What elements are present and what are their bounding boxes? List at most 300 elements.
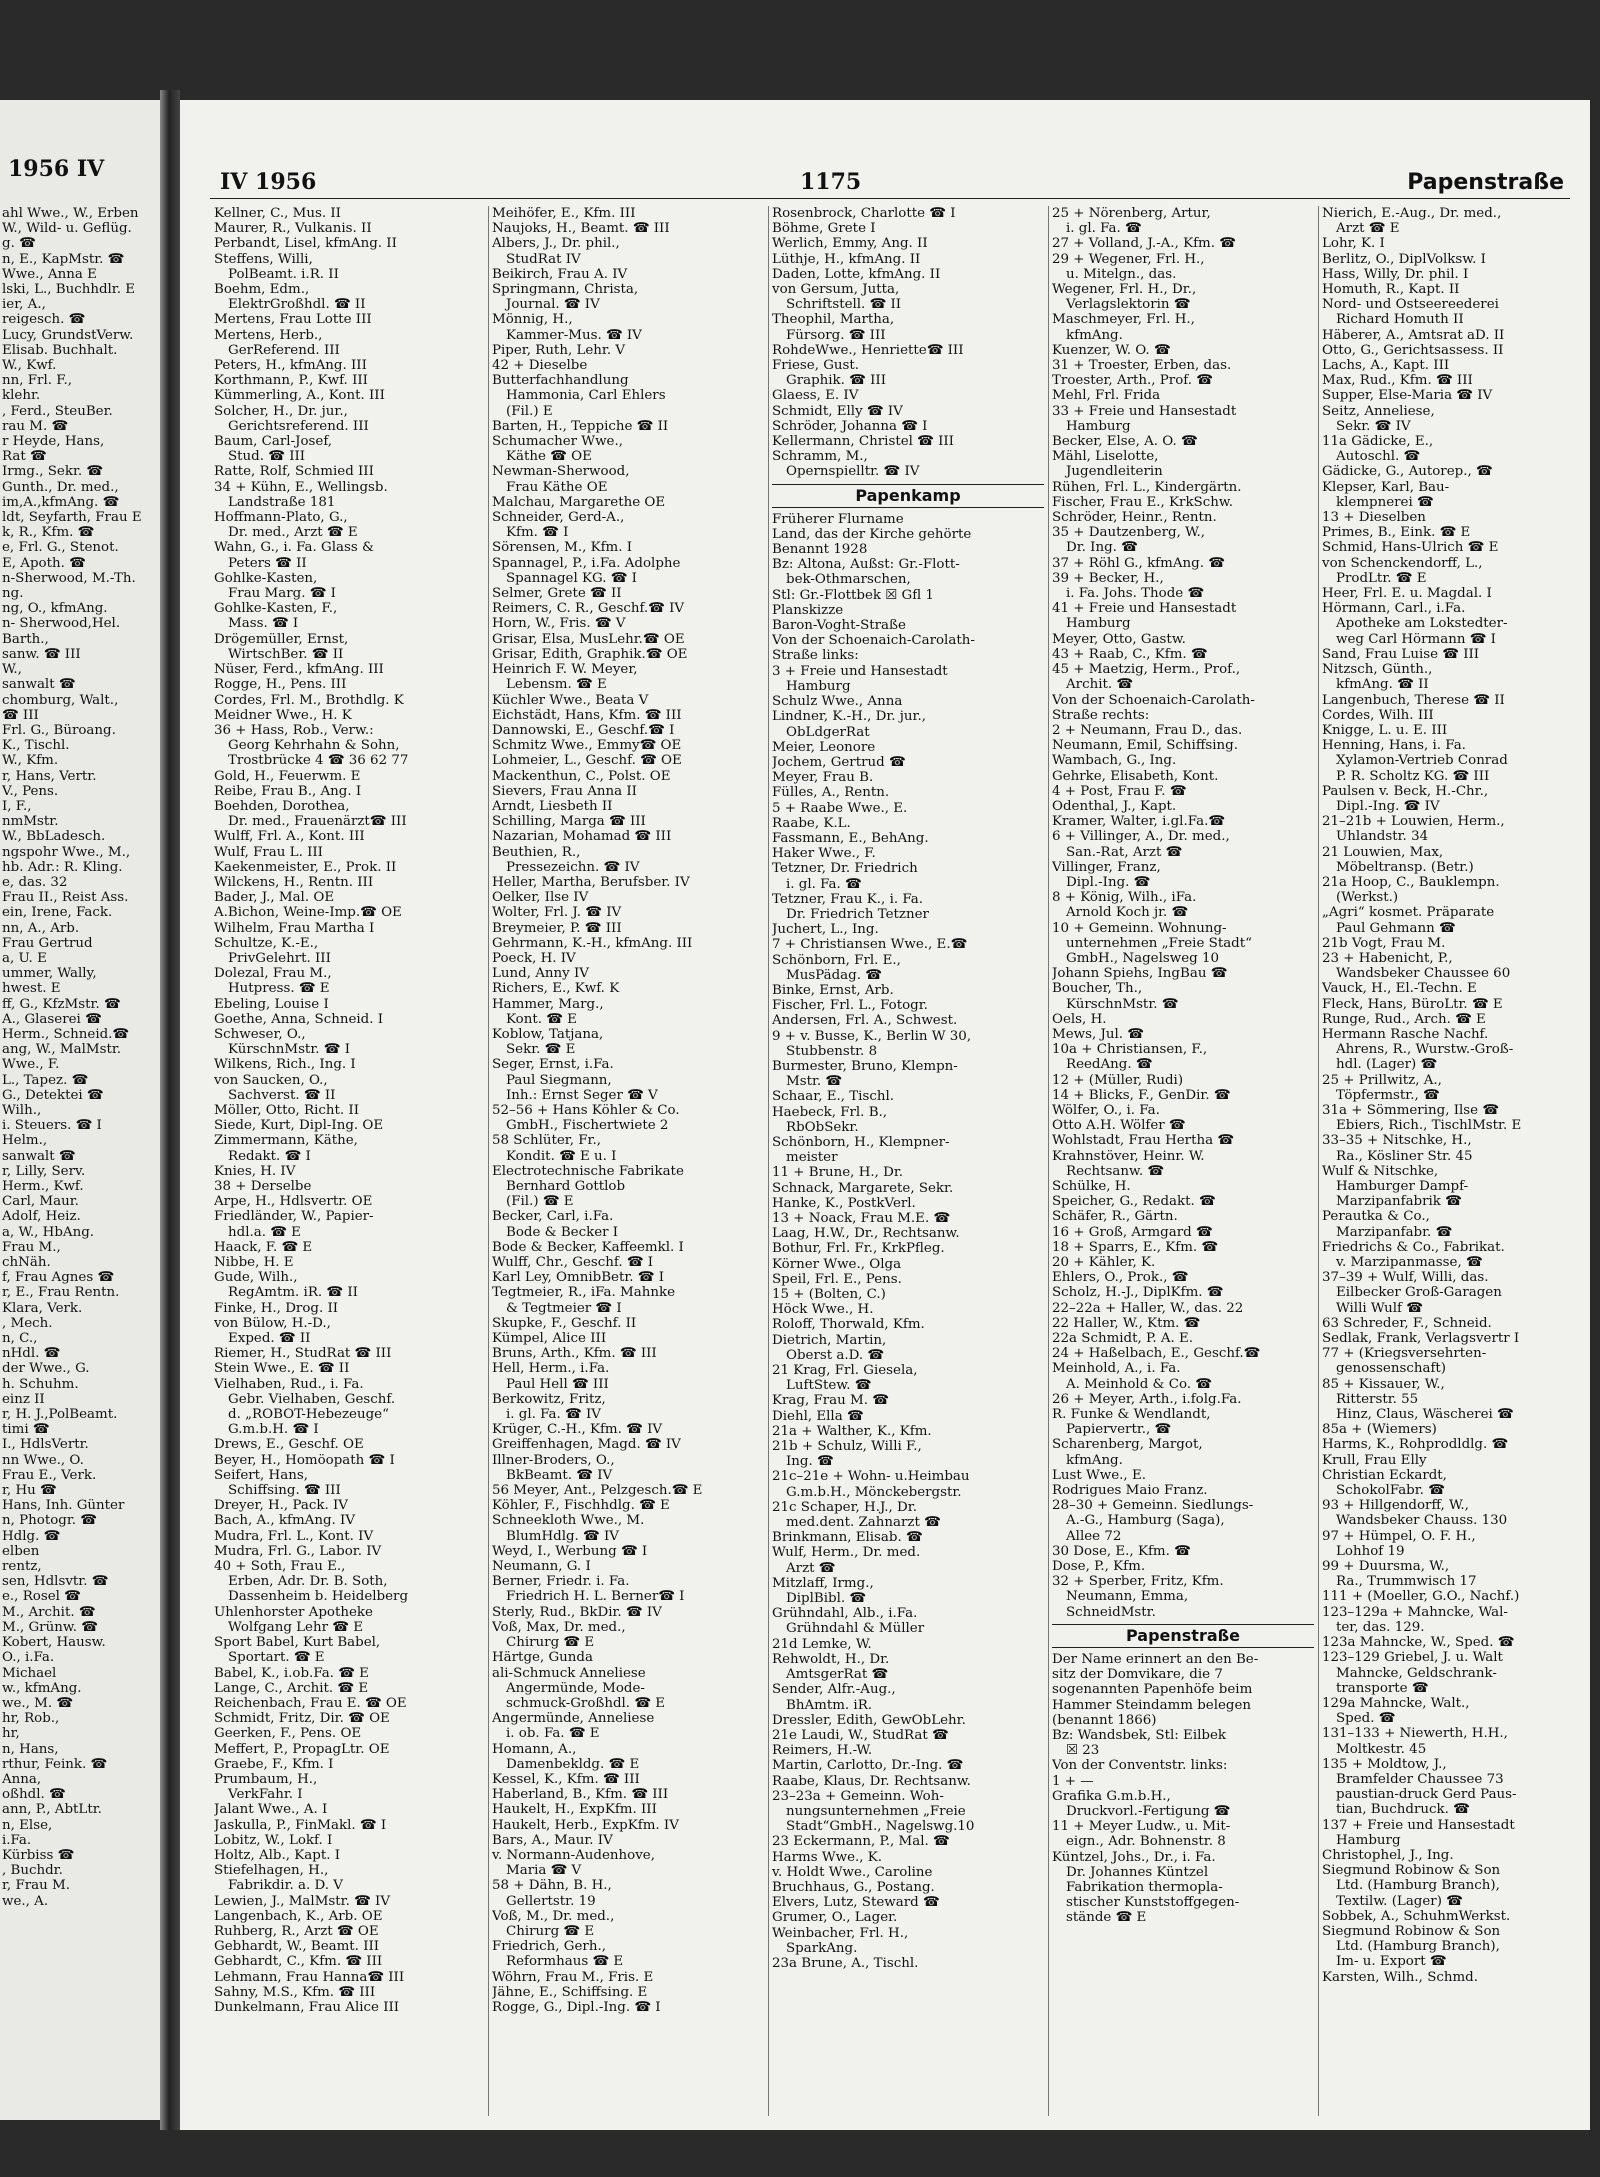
directory-entry: Autoschl. ☎ [1336,449,1421,465]
directory-entry: 45 + Maetzig, Herm., Prof., [1052,662,1241,678]
directory-entry: Rosenbrock, Charlotte ☎ I [772,206,956,221]
directory-entry: Speil, Frl. E., Pens. [772,1271,902,1287]
directory-entry: Schulz Wwe., Anna [772,694,903,710]
directory-entry: Fischer, Frau E., KrkSchw. [1052,494,1233,510]
directory-entry: ummer, Wally, [2,966,97,982]
directory-entry: Lachs, A., Kapt. III [1322,358,1450,374]
directory-entry: Körner Wwe., Olga [772,1256,902,1272]
directory-entry: Nierich, E.-Aug., Dr. med., [1322,206,1502,221]
directory-entry: Frau Käthe OE [506,479,608,495]
directory-entry: Planskizze [772,602,844,618]
directory-entry: Arzt ☎ [786,1560,836,1576]
directory-entry: Steffens, Willi, [214,251,313,267]
directory-entry: Schmid, Hans-Ulrich ☎ E [1322,540,1499,556]
directory-entry: Wolter, Frl. J. ☎ IV [492,905,622,921]
directory-entry: Möbeltransp. (Betr.) [1336,859,1474,875]
directory-entry: Bernhard Gottlob [506,1179,626,1194]
directory-entry: Häberer, A., Amtsrat aD. II [1322,327,1505,343]
directory-entry: 37 + Röhl G., kfmAng. ☎ [1052,555,1225,571]
directory-entry: Bruchhaus, G., Postang. [772,1879,935,1895]
directory-entry: Heinrich F. W. Meyer, [492,662,638,678]
directory-entry: Oelker, Ilse IV [492,890,589,906]
directory-entry: ProdLtr. ☎ E [1336,570,1427,586]
directory-entry: 21b + Schulz, Willi F., [772,1439,922,1455]
directory-entry: Friedländer, W., Papier- [214,1209,374,1225]
directory-entry: Albers, J., Dr. phil., [492,236,620,252]
directory-entry: Herm., Kwf. [2,1179,84,1194]
directory-entry: Beikirch, Frau A. IV [492,266,628,282]
directory-entry: Erben, Adr. Dr. B. Soth, [228,1574,388,1590]
directory-entry: Theophil, Martha, [772,312,895,328]
directory-entry: 21e Laudi, W., StudRat ☎ [772,1727,949,1743]
directory-entry: f, Frau Agnes ☎ [2,1270,115,1286]
directory-entry: w., kfmAng. [2,1680,82,1696]
directory-entry: einz II [2,1391,45,1407]
directory-entry: von Bülow, H.-D., [214,1315,331,1331]
directory-entry: sogenannten Papenhöfe beim [1052,1682,1253,1698]
column-3 [772,206,1044,2126]
directory-entry: i. gl. Fa. ☎ [1066,221,1142,237]
directory-entry: R. Funke & Wendlandt, [1052,1407,1211,1423]
directory-entry: Sender, Alfr.-Aug., [772,1682,896,1698]
directory-entry: 137 + Freie und Hansestadt [1322,1817,1515,1833]
directory-entry: 37–39 + Wulf, Willi, das. [1322,1270,1489,1286]
directory-entry: sitz der Domvikare, die 7 [1052,1667,1223,1683]
directory-entry: Kobert, Hausw. [2,1635,106,1651]
directory-entry: Bruns, Arth., Kfm. ☎ III [492,1346,657,1362]
directory-entry: Willi Wulf ☎ [1336,1300,1423,1316]
page-header [210,162,1570,199]
left-page-column [2,206,152,1909]
directory-entry: Schröder, Heinr., Rentn. [1052,510,1217,526]
directory-entry: Friedrich, Gerh., [492,1939,606,1955]
directory-entry: we., A. [2,1893,49,1909]
directory-entry: rthur, Feink. ☎ [2,1756,108,1772]
directory-entry: Ritterstr. 55 [1336,1391,1419,1407]
directory-entry: A.-G., Hamburg (Saga), [1066,1513,1225,1529]
directory-entry: Fabrikation thermopla- [1066,1879,1223,1895]
directory-entry: Wöhrn, Frau M., Fris. E [492,1969,654,1985]
directory-entry: Stubbenstr. 8 [786,1043,878,1059]
directory-entry: Brinkmann, Elisab. ☎ [772,1530,923,1546]
directory-entry: 10a + Christiansen, F., [1052,1042,1208,1058]
directory-entry: Druckvorl.-Fertigung ☎ [1066,1803,1231,1819]
directory-entry: r, Hans, Vertr. [2,768,97,784]
directory-entry: 39 + Becker, H., [1052,570,1164,586]
directory-entry: Lohmeier, L., Geschf. ☎ OE [492,753,682,769]
directory-entry: Lebensm. ☎ E [506,677,607,693]
directory-entry: Horn, W., Fris. ☎ V [492,616,626,632]
directory-entry: Riemer, H., StudRat ☎ III [214,1346,392,1362]
directory-entry: Hamburg [786,678,851,694]
directory-entry: ann, P., AbtLtr. [2,1802,102,1818]
directory-entry: Klara, Verk. [2,1300,83,1316]
directory-entry: 22–22a + Haller, W., das. 22 [1052,1300,1244,1316]
directory-entry: Illner-Broders, O., [492,1452,615,1468]
directory-entry: Otto, G., Gerichtsassess. II [1322,342,1504,358]
directory-entry: Hammer Steindamm belegen [1052,1697,1252,1713]
directory-entry: Richard Homuth II [1336,312,1464,328]
directory-entry: Pressezeichn. ☎ IV [506,859,640,875]
directory-entry: 25 + Prillwitz, A., [1322,1072,1442,1088]
directory-entry: 38 + Derselbe [214,1179,312,1194]
directory-entry: Scholz, H.-J., DiplKfm. ☎ [1052,1285,1224,1301]
directory-entry: Reibe, Frau B., Ang. I [214,783,362,799]
directory-entry: Grühndahl, Alb., i.Fa. [772,1606,918,1622]
directory-entry: G.m.b.H. ☎ I [228,1422,319,1438]
directory-entry: Dipl.-Ing. ☎ [1066,874,1151,890]
directory-entry: Mstr. ☎ [786,1074,843,1090]
directory-entry: 21d Lemke, W. [772,1636,872,1652]
directory-entry: 11 + Brune, H., Dr. [772,1165,904,1181]
directory-entry: Paul Gehmann ☎ [1336,920,1456,936]
directory-entry: 23 + Habenicht, P., [1322,950,1453,966]
directory-entry: VerkFahr. I [228,1787,303,1803]
directory-entry: Lobitz, W., Lokf. I [214,1832,333,1848]
directory-entry: Rehwoldt, H., Dr. [772,1651,890,1667]
directory-entry: Arzt ☎ E [1336,221,1400,237]
directory-entry: n-Sherwood, M.-Th. [2,570,136,586]
directory-entry: Perautka & Co., [1322,1209,1430,1225]
directory-entry: Stadt“GmbH., Nagelswg.10 [786,1819,975,1835]
directory-entry: Bader, J., Mal. OE [214,890,335,906]
directory-entry: 21c Schaper, H.J., Dr. [772,1499,917,1515]
directory-entry: Holtz, Alb., Kapt. I [214,1847,341,1863]
directory-entry: Reichenbach, Frau E. ☎ OE [214,1695,407,1711]
directory-entry: Xylamon-Vertrieb Conrad [1336,753,1508,769]
directory-entry: Laag, H.W., Dr., Rechtsanw. [772,1226,960,1242]
directory-entry: 21 Krag, Frl. Giesela, [772,1363,918,1379]
directory-entry: Köhler, F., Fischhdlg. ☎ E [492,1498,670,1514]
directory-entry: Ra., Trummwisch 17 [1336,1574,1477,1590]
directory-entry: Max, Rud., Kfm. ☎ III [1322,373,1473,389]
directory-entry: Schramm, M., [772,449,868,465]
directory-entry: Christian Eckardt, [1322,1467,1447,1483]
directory-entry: 21a Hoop, C., Bauklempn. [1322,874,1500,890]
directory-entry: Krüger, C.-H., Kfm. ☎ IV [492,1422,663,1438]
directory-entry: 4 + Post, Frau F. ☎ [1052,783,1187,799]
directory-entry: ali-Schmuck Anneliese [492,1665,646,1681]
directory-entry: 26 + Meyer, Arth., i.folg.Fa. [1052,1391,1242,1407]
directory-entry: Heller, Martha, Berufsber. IV [492,874,690,890]
directory-entry: Haukelt, H., ExpKfm. III [492,1802,657,1818]
directory-entry: Ra., Kösliner Str. 45 [1336,1148,1473,1164]
directory-entry: Töpfermstr., ☎ [1336,1087,1440,1103]
directory-entry: 11 + Meyer Ludw., u. Mit- [1052,1819,1231,1835]
directory-entry: Land, das der Kirche gehörte [772,526,972,542]
directory-entry: Seger, Ernst, i.Fa. [492,1057,614,1073]
column-2 [492,206,764,2126]
directory-entry: nmMstr. [2,814,59,830]
directory-entry: von Gersum, Jutta, [772,282,900,298]
directory-entry: r, Frau M. [2,1878,70,1894]
directory-entry: Perbandt, Lisel, kfmAng. II [214,236,397,252]
directory-entry: e, das. 32 [2,874,68,890]
directory-entry: Burmester, Bruno, Klempn- [772,1058,958,1074]
directory-entry: Beuthien, R., [492,844,581,860]
directory-entry: hr, [2,1726,20,1742]
column-1 [214,206,486,2126]
directory-entry: Schultze, K.-E., [214,935,319,951]
directory-entry: Electrotechnische Fabrikate [492,1163,684,1179]
directory-entry: 129a Mahncke, Walt., [1322,1695,1470,1711]
left-page-fragment [0,100,160,2120]
directory-entry: Hinz, Claus, Wäscherei ☎ [1336,1407,1514,1423]
directory-entry: hdl.a. ☎ E [228,1224,301,1240]
directory-entry: Mehl, Frl. Frida [1052,388,1161,404]
directory-entry: Uhlenhorster Apotheke [214,1604,373,1620]
directory-entry: 85 + Kissauer, W., [1322,1376,1445,1392]
directory-entry: Babel, K., i.ob.Fa. ☎ E [214,1665,369,1681]
directory-entry: Finke, H., Drog. II [214,1300,339,1316]
directory-entry: Helm., [2,1133,48,1149]
directory-entry: Dolezal, Frau M., [214,966,332,982]
directory-entry: 23–23a + Gemeinn. Woh- [772,1788,944,1804]
directory-entry: sanwalt ☎ [2,677,76,693]
directory-entry: 21 Louwien, Max, [1322,844,1444,860]
directory-entry: Wulf, Herm., Dr. med. [772,1545,921,1561]
directory-entry: Tegtmeier, R., iFa. Mahnke [492,1285,676,1301]
directory-entry: ReedAng. ☎ [1066,1057,1153,1073]
directory-entry: Knigge, L. u. E. III [1322,722,1448,738]
directory-entry: Sport Babel, Kurt Babel, [214,1635,381,1651]
directory-entry: Lohr, K. I [1322,236,1385,252]
directory-entry: Kümmerling, A., Kont. III [214,388,385,404]
directory-entry: a, U. E [2,950,47,966]
directory-entry: hr, Rob., [2,1711,60,1727]
directory-entry: Dannowski, E., Geschf.☎ I [492,722,675,738]
directory-entry: u. Mitelgn., das. [1066,266,1177,282]
directory-entry: Schröder, Johanna ☎ I [772,418,928,434]
directory-entry: KürschnMstr. ☎ I [228,1042,350,1058]
directory-entry: Hammonia, Carl Ehlers [506,388,666,404]
directory-entry: K., Tischl. [2,738,70,754]
directory-entry: 7 + Christiansen Wwe., E.☎ [772,937,968,953]
directory-entry: Neumann, Emil, Schiffsing. [1052,738,1238,754]
directory-entry: Oberst a.D. ☎ [786,1347,885,1363]
directory-entry: Grumer, O., Lager. [772,1910,898,1926]
directory-entry: im,A.,kfmAng. ☎ [2,494,120,510]
directory-entry: Hanke, K., PostkVerl. [772,1195,916,1211]
directory-entry: Kellermann, Christel ☎ III [772,434,954,450]
directory-entry: Geerken, F., Pens. OE [214,1726,362,1742]
directory-entry: Hamburg [1066,418,1131,434]
directory-entry: Schriftstell. ☎ II [786,297,902,313]
directory-entry: Im- u. Export ☎ [1336,1954,1447,1970]
directory-entry: Wwe., F. [2,1057,60,1073]
directory-entry: Schneider, Gerd-A., [492,510,625,526]
directory-entry: Exped. ☎ II [228,1331,311,1347]
column-5 [1322,206,1584,2126]
directory-entry: Rogge, G., Dipl.-Ing. ☎ I [492,1999,661,2015]
directory-entry: 10 + Gemeinn. Wohnung- [1052,920,1227,936]
directory-page [180,100,1590,2130]
directory-entry: Barth., [2,631,49,647]
directory-entry: ein, Irene, Fack. [2,905,113,921]
directory-entry: Villinger, Franz, [1052,859,1161,875]
directory-entry: 63 Schreder, F., Schneid. [1322,1315,1492,1331]
directory-entry: Schaar, E., Tischl. [772,1089,894,1105]
directory-entry: 58 Schlüter, Fr., [492,1133,601,1149]
directory-entry: Harms Wwe., K. [772,1849,883,1865]
directory-entry: Kellner, C., Mus. II [214,206,341,221]
directory-entry: Gerichtsreferend. III [228,418,369,434]
directory-entry: Wilkens, Rich., Ing. I [214,1057,356,1073]
directory-entry: WirtschBer. ☎ II [228,646,344,662]
column-divider [1048,206,1049,2116]
directory-entry: Martin, Carlotto, Dr.-Ing. ☎ [772,1758,964,1774]
directory-entry: r, Hu ☎ [2,1483,57,1499]
directory-entry: i. Fa. Johs. Thode ☎ [1066,586,1205,602]
directory-entry: 13 + Noack, Frau M.E. ☎ [772,1211,951,1226]
directory-entry: Hell, Herm., i.Fa. [492,1361,610,1377]
directory-entry: Boucher, Th., [1052,981,1143,997]
directory-entry: Zimmermann, Käthe, [214,1133,358,1149]
directory-entry: Peters, H., kfmAng. III [214,358,367,374]
directory-entry: ElektrGroßhdl. ☎ II [228,297,366,313]
directory-entry: Rat ☎ [2,449,47,465]
column-divider [1318,206,1319,2116]
directory-entry: 33 + Freie und Hansestadt [1052,403,1237,419]
directory-entry: MusPädag. ☎ [786,967,882,983]
directory-entry: Fassmann, E., BehAng. [772,830,929,846]
directory-entry: i. gl. Fa. ☎ IV [506,1407,601,1423]
directory-entry: Runge, Rud., Arch. ☎ E [1322,1011,1486,1027]
directory-entry: Haukelt, Herb., ExpKfm. IV [492,1817,679,1833]
directory-entry: Allee 72 [1066,1528,1122,1544]
directory-entry: meister [786,1150,838,1166]
directory-entry: Von der Schoenaich-Carolath- [772,633,975,649]
directory-entry: von Saucken, O., [214,1072,328,1088]
directory-entry: Meffert, P., PropagLtr. OE [214,1741,390,1757]
directory-entry: Gohlke-Kasten, F., [214,601,338,617]
directory-entry: Arnold Koch jr. ☎ [1066,905,1189,921]
directory-entry: Mertens, Herb., [214,327,323,343]
directory-entry: RohdeWwe., Henriette☎ III [772,342,964,358]
directory-entry: v. Holdt Wwe., Caroline [772,1864,933,1880]
directory-entry: 43 + Raab, C., Kfm. ☎ [1052,646,1208,662]
directory-entry: 29 + Wegener, Frl. H., [1052,251,1205,267]
directory-entry: r, Lilly, Serv. [2,1163,86,1179]
directory-entry: Sedlak, Frank, Verlagsvertr I [1322,1331,1520,1347]
directory-entry: Siegmund Robinow & Son [1322,1863,1501,1879]
directory-entry: Anna, [2,1771,42,1787]
directory-entry: 21c–21e + Wohn- u.Heimbau [772,1469,970,1485]
directory-entry: Reimers, C. R., Geschf.☎ IV [492,601,685,617]
directory-entry: PolBeamt. i.R. II [228,266,339,282]
directory-entry: Baron-Voght-Straße [772,618,906,634]
directory-entry: Bothur, Frl. Fr., KrkPfleg. [772,1241,945,1257]
directory-entry: Haebeck, Frl. B., [772,1104,888,1120]
directory-entry: Dr. med., Arzt ☎ E [228,525,358,541]
directory-entry: Rühen, Frl. L., Kindergärtn. [1052,479,1242,495]
directory-entry: Ltd. (Hamburg Branch), [1336,1939,1500,1955]
directory-entry: Angermünde, Anneliese [492,1711,655,1727]
directory-entry: Kürbiss ☎ [2,1847,75,1863]
directory-entry: Straße links: [772,648,859,664]
directory-entry: 3 + Freie und Hansestadt [772,663,948,679]
directory-entry: Mackenthun, C., Polst. OE [492,768,671,784]
directory-entry: Barten, H., Teppiche ☎ II [492,418,669,434]
directory-entry: Hans, Inh. Günter [2,1498,125,1514]
directory-entry: KürschnMstr. ☎ [1066,996,1179,1012]
directory-entry: 77 + (Kriegsversehrten- [1322,1346,1487,1362]
directory-entry: 33–35 + Nitschke, H., [1322,1133,1472,1149]
directory-entry: Kfm. ☎ I [506,525,569,541]
directory-entry: Frau Marg. ☎ I [228,586,336,602]
directory-entry: oßhdl. ☎ [2,1787,66,1803]
directory-entry: Vauck, H., El.-Techn. E [1322,981,1477,997]
directory-entry: Küntzel, Johs., Dr., i. Fa. [1052,1849,1216,1865]
directory-entry: G., Detektei ☎ [2,1087,104,1103]
directory-entry: Wandsbeker Chaussee 60 [1336,966,1511,982]
directory-entry: Piper, Ruth, Lehr. V [492,342,626,358]
directory-entry: Siegmund Robinow & Son [1322,1923,1501,1939]
directory-entry: Tetzner, Dr. Friedrich [772,861,918,877]
directory-entry: Voß, M., Dr. med., [492,1908,615,1924]
directory-entry: Adolf, Heiz. [2,1209,81,1225]
directory-entry: Maurer, R., Vulkanis. II [214,221,372,237]
directory-entry: Christophel, J., Ing. [1322,1847,1454,1863]
directory-entry: i. gl. Fa. ☎ [786,876,862,892]
directory-entry: Mähl, Liselotte, [1052,449,1159,465]
directory-entry: Ebiers, Rich., TischlMstr. E [1336,1118,1522,1134]
directory-entry: Mönnig, H., [492,312,573,328]
directory-entry: Gellertstr. 19 [506,1893,596,1909]
directory-entry: Sped. ☎ [1336,1711,1396,1727]
directory-entry: Wilckens, H., Rentn. III [214,874,374,890]
directory-entry: Bach, A., kfmAng. IV [214,1513,356,1529]
directory-entry: Hass, Willy, Dr. phil. I [1322,266,1469,282]
directory-entry: L., Tapez. ☎ [2,1072,89,1088]
directory-entry: Krull, Frau Elly [1322,1452,1427,1468]
directory-entry: Wolfgang Lehr ☎ E [228,1619,363,1635]
directory-entry: Dietrich, Martin, [772,1332,887,1348]
directory-entry: r, H. J.,PolBeamt. [2,1407,118,1423]
directory-entry: med.dent. Zahnarzt ☎ [786,1515,941,1531]
directory-entry: Kaekenmeister, E., Prok. II [214,859,397,875]
directory-entry: nn, A., Arb. [2,920,80,936]
directory-entry: sanwalt ☎ [2,1148,76,1164]
directory-entry: Möller, Otto, Richt. II [214,1102,359,1118]
directory-entry: Michael [2,1665,57,1681]
directory-entry: 97 + Hümpel, O. F. H., [1322,1528,1476,1544]
column-4 [1052,206,1314,2126]
directory-entry: Friese, Gust. [772,358,860,374]
directory-entry: 42 + Dieselbe [492,358,588,374]
directory-entry: Lüthje, H., kfmAng. II [772,251,921,267]
column-divider [768,206,769,2116]
directory-entry: Glaess, E. IV [772,388,859,404]
directory-entry: Speicher, G., Redakt. ☎ [1052,1194,1216,1210]
street-name-header: Papenstraße [1407,170,1564,195]
directory-entry: 30 Dose, E., Kfm. ☎ [1052,1543,1191,1559]
directory-entry: Wohlstadt, Frau Hertha ☎ [1052,1133,1235,1149]
directory-entry: Friedrichs & Co., Fabrikat. [1322,1239,1505,1255]
directory-entry: Andersen, Frl. A., Schwest. [772,1013,958,1029]
directory-entry: Dr. Ing. ☎ [1066,540,1138,556]
directory-entry: Kümpel, Alice III [492,1331,607,1347]
directory-entry: Hammer, Marg., [492,996,604,1012]
directory-entry: 52–56 + Hans Köhler & Co. [492,1102,680,1118]
directory-entry: Otto A.H. Wölfer ☎ [1052,1118,1186,1134]
directory-entry: Textilw. (Lager) ☎ [1336,1893,1463,1909]
directory-entry: Nitzsch, Günth., [1322,662,1433,678]
street-heading: Papenkamp [772,484,1044,508]
directory-entry: Wegener, Frl. H., Dr., [1052,282,1197,298]
directory-entry: n, Photogr. ☎ [2,1513,97,1529]
directory-entry: SchokolFabr. ☎ [1336,1483,1445,1499]
